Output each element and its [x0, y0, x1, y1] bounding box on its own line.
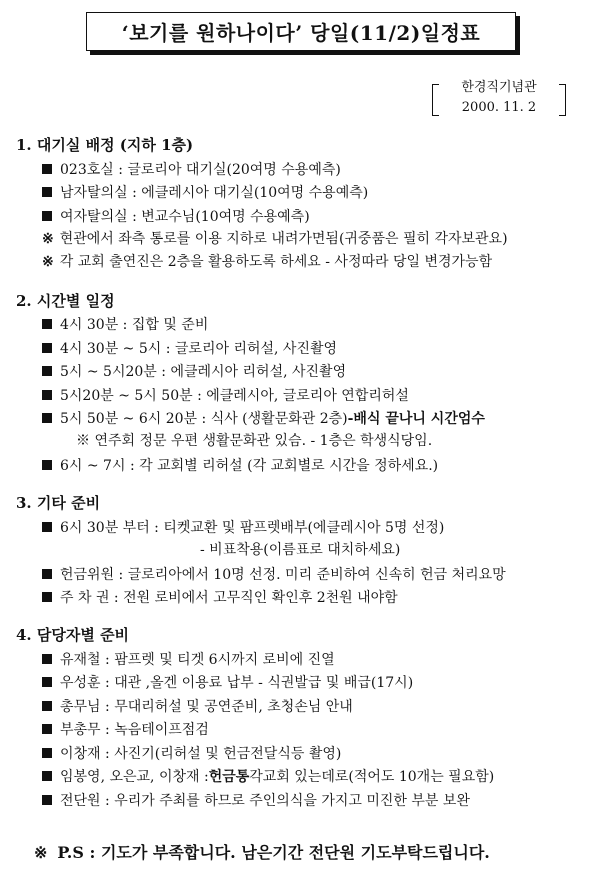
square-bullet-icon	[42, 522, 52, 532]
document-meta	[432, 78, 566, 120]
list-item: 부총무 : 녹음테이프점검	[42, 718, 594, 742]
meta-date: 2000. 11. 2	[461, 100, 537, 115]
list-item: 여자탈의실 : 변교수님(10여명 수용예측)	[42, 204, 594, 228]
emphasis-text: 헌금통	[208, 769, 250, 786]
list-item: 5시20분 ~ 5시 50분 : 에클레시아, 글로리아 연합리허설	[42, 383, 594, 407]
note-item: ※ 각 교회 출연진은 2층을 활용하도록 하세요 - 사정따라 당일 변경가능함	[42, 254, 493, 270]
list-item-offering-box: 임봉영, 오은교, 이창재 : 헌금통 각교회 있는데로(적어도 10개는 필요함)	[42, 765, 594, 789]
square-bullet-icon	[42, 187, 52, 197]
square-bullet-icon	[42, 569, 52, 579]
square-bullet-icon	[42, 413, 52, 423]
list-item: 6시 30분 부터 : 티켓교환 및 팜프렛배부(에클레시아 5명 선정)	[42, 515, 594, 539]
section-waiting-rooms	[14, 133, 594, 275]
section-title: 3. 기타 준비	[16, 494, 101, 512]
section-assignments	[14, 623, 594, 812]
list-item: 전단원 : 우리가 주최를 하므로 주인의식을 가지고 미진한 부분 보완	[42, 788, 594, 812]
square-bullet-icon	[42, 366, 52, 376]
list-item-meal: 5시 50분 ~ 6시 20분 : 식사 (생활문화관 2층) -배식 끝나니 시간엄수	[42, 407, 594, 431]
list-item: 4시 30분 ~ 5시 : 글로리아 리허설, 사진촬영	[42, 336, 594, 360]
square-bullet-icon	[42, 724, 52, 734]
list-item: 우성훈 : 대관 ,올겐 이용료 납부 - 식권발급 및 배급(17시)	[42, 671, 594, 695]
section-title: 1. 대기실 배정 (지하 1층)	[16, 136, 194, 154]
square-bullet-icon	[42, 390, 52, 400]
square-bullet-icon	[42, 319, 52, 329]
emphasis-text: -배식 끝나니 시간엄수	[347, 411, 485, 428]
meta-location: 한경직기념관	[461, 80, 537, 95]
postscript	[34, 840, 574, 863]
square-bullet-icon	[42, 592, 52, 602]
reference-mark-icon: ※	[76, 433, 90, 449]
list-item: 남자탈의실 : 에클레시아 대기실(10여명 수용예측)	[42, 181, 594, 205]
reference-mark-icon: ※	[34, 843, 48, 862]
page-title	[86, 12, 516, 51]
section-timetable	[14, 289, 594, 478]
list-item: 023호실 : 글로리아 대기실(20여명 수용예측)	[42, 157, 594, 181]
sub-item: - 비표착용(이름표로 대치하세요)	[200, 541, 401, 558]
square-bullet-icon	[42, 771, 52, 781]
square-bullet-icon	[42, 460, 52, 470]
meta-bracket-right	[559, 84, 566, 116]
square-bullet-icon	[42, 701, 52, 711]
square-bullet-icon	[42, 748, 52, 758]
list-item: 헌금위원 : 글로리아에서 10명 선정. 미리 준비하여 신속히 헌금 처리요망	[42, 562, 594, 586]
page-title-text: ‘보기를 원하나이다’ 당일(11/2)일정표	[121, 21, 481, 45]
note-item: ※ 현관에서 좌측 통로를 이용 지하로 내려가면됨(귀중품은 필히 각자보관요)	[42, 230, 508, 247]
square-bullet-icon	[42, 654, 52, 664]
schedule-body	[14, 133, 594, 826]
postscript-text: P.S : 기도가 부족합니다. 남은기간 전단원 기도부탁드립니다.	[57, 843, 490, 862]
section-other-prep	[14, 491, 594, 609]
section-title: 4. 담당자별 준비	[16, 626, 130, 644]
note-item: ※ 연주회 정문 우편 생활문화관 있슴. - 1층은 학생식당임.	[76, 433, 433, 449]
list-item: 이창재 : 사진기(리허설 및 헌금전달식등 촬영)	[42, 741, 594, 765]
reference-mark-icon: ※	[42, 254, 54, 270]
meta-bracket-left	[432, 84, 439, 116]
list-item: 주 차 권 : 전원 로비에서 고무직인 확인후 2천원 내야함	[42, 586, 594, 610]
list-item: 4시 30분 : 집합 및 준비	[42, 313, 594, 337]
square-bullet-icon	[42, 343, 52, 353]
list-item: 총무님 : 무대리허설 및 공연준비, 초청손님 안내	[42, 694, 594, 718]
list-item: 유재철 : 팜프렛 및 티겟 6시까지 로비에 진열	[42, 647, 594, 671]
square-bullet-icon	[42, 211, 52, 221]
list-item: 5시 ~ 5시20분 : 에클레시아 리허설, 사진촬영	[42, 360, 594, 384]
square-bullet-icon	[42, 164, 52, 174]
list-item: 6시 ~ 7시 : 각 교회별 리허설 (각 교회별로 시간을 정하세요.)	[42, 454, 594, 478]
square-bullet-icon	[42, 795, 52, 805]
section-title: 2. 시간별 일정	[16, 291, 115, 310]
reference-mark-icon: ※	[42, 230, 54, 247]
square-bullet-icon	[42, 677, 52, 687]
